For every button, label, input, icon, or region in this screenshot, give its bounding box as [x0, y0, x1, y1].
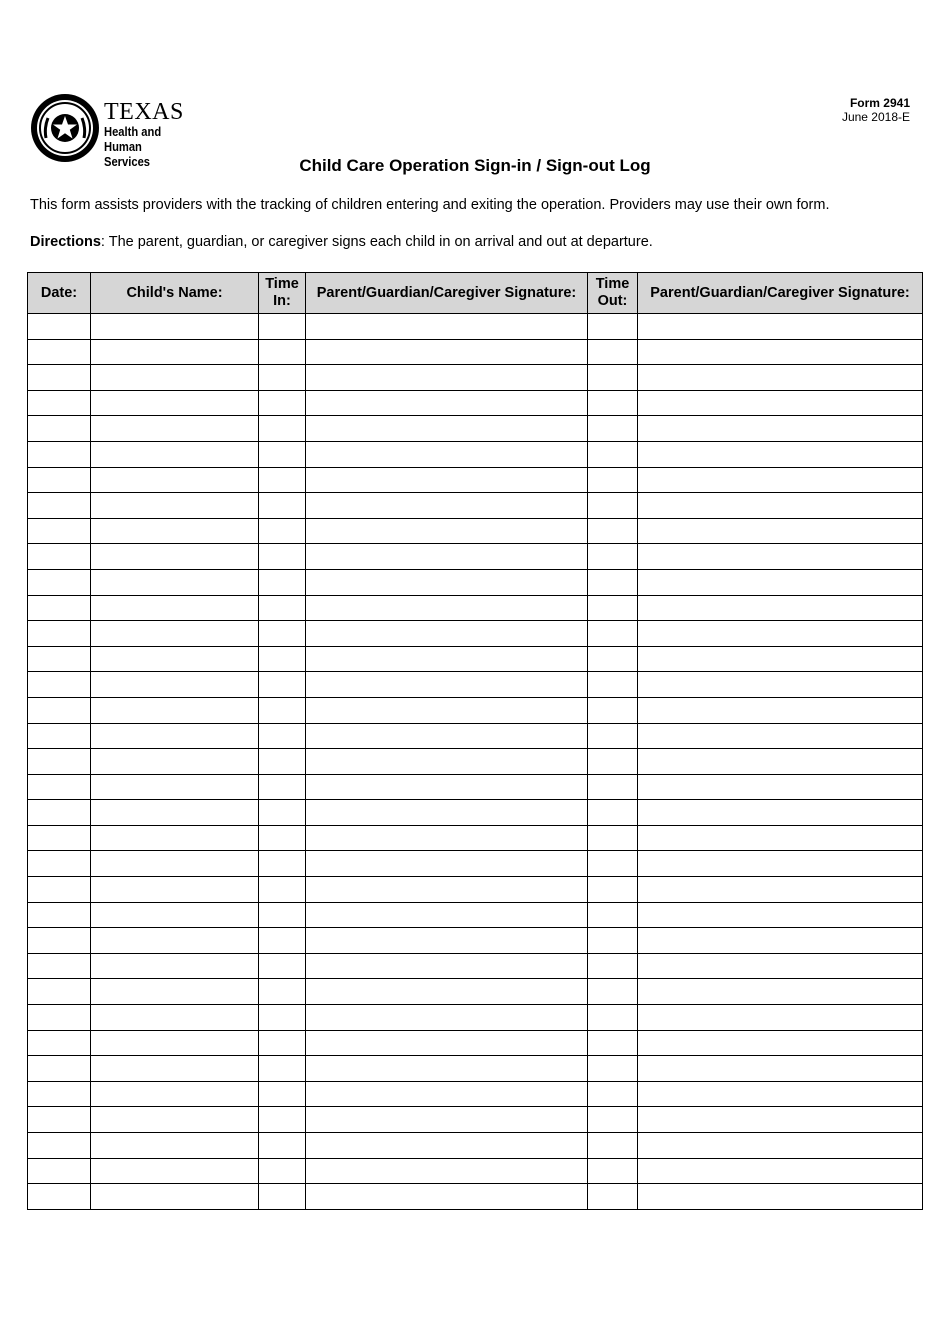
time-out-cell[interactable]: [588, 365, 638, 391]
signature-out-cell[interactable]: [638, 493, 923, 519]
date-cell[interactable]: [28, 877, 91, 903]
time-in-cell[interactable]: [259, 851, 306, 877]
date-cell[interactable]: [28, 314, 91, 340]
time-out-cell[interactable]: [588, 390, 638, 416]
table-row: [28, 569, 923, 595]
table-row: [28, 749, 923, 775]
child-name-cell[interactable]: [91, 697, 259, 723]
signature-in-cell[interactable]: [306, 441, 588, 467]
table-row: [28, 800, 923, 826]
table-row: [28, 851, 923, 877]
date-cell[interactable]: [28, 1030, 91, 1056]
time-out-cell[interactable]: [588, 646, 638, 672]
signature-out-cell[interactable]: [638, 928, 923, 954]
time-in-cell[interactable]: [259, 902, 306, 928]
column-header-signature-in: Parent/Guardian/Caregiver Signature:: [306, 273, 588, 314]
child-name-cell[interactable]: [91, 1005, 259, 1031]
child-name-cell[interactable]: [91, 595, 259, 621]
table-row: [28, 774, 923, 800]
date-cell[interactable]: [28, 825, 91, 851]
table-header-row: [28, 273, 923, 314]
signature-out-cell[interactable]: [638, 672, 923, 698]
time-in-cell[interactable]: [259, 518, 306, 544]
time-in-cell[interactable]: [259, 1030, 306, 1056]
time-out-cell[interactable]: [588, 339, 638, 365]
signature-out-cell[interactable]: [638, 314, 923, 340]
signature-in-cell[interactable]: [306, 979, 588, 1005]
time-out-cell[interactable]: [588, 979, 638, 1005]
child-name-cell[interactable]: [91, 390, 259, 416]
time-in-cell[interactable]: [259, 800, 306, 826]
signature-in-cell[interactable]: [306, 569, 588, 595]
signature-out-cell[interactable]: [638, 390, 923, 416]
table-row: [28, 1030, 923, 1056]
date-cell[interactable]: [28, 595, 91, 621]
time-in-cell[interactable]: [259, 928, 306, 954]
table-row: [28, 518, 923, 544]
child-name-cell[interactable]: [91, 646, 259, 672]
child-name-cell[interactable]: [91, 1158, 259, 1184]
child-name-cell[interactable]: [91, 979, 259, 1005]
time-out-cell[interactable]: [588, 493, 638, 519]
time-out-cell[interactable]: [588, 621, 638, 647]
child-name-cell[interactable]: [91, 774, 259, 800]
table-row: [28, 672, 923, 698]
time-out-cell[interactable]: [588, 467, 638, 493]
child-name-cell[interactable]: [91, 1133, 259, 1159]
table-row: [28, 1184, 923, 1210]
time-out-cell[interactable]: [588, 723, 638, 749]
child-name-cell[interactable]: [91, 518, 259, 544]
signature-out-cell[interactable]: [638, 825, 923, 851]
date-cell[interactable]: [28, 493, 91, 519]
signature-in-cell[interactable]: [306, 646, 588, 672]
date-cell[interactable]: [28, 1056, 91, 1082]
signature-out-cell[interactable]: [638, 646, 923, 672]
time-in-cell[interactable]: [259, 1107, 306, 1133]
signature-in-cell[interactable]: [306, 467, 588, 493]
child-name-cell[interactable]: [91, 621, 259, 647]
signature-in-cell[interactable]: [306, 825, 588, 851]
time-in-cell[interactable]: [259, 595, 306, 621]
signature-out-cell[interactable]: [638, 697, 923, 723]
signature-in-cell[interactable]: [306, 749, 588, 775]
signature-in-cell[interactable]: [306, 723, 588, 749]
time-in-cell[interactable]: [259, 646, 306, 672]
child-name-cell[interactable]: [91, 723, 259, 749]
time-out-cell[interactable]: [588, 314, 638, 340]
time-out-cell[interactable]: [588, 1158, 638, 1184]
signature-in-cell[interactable]: [306, 544, 588, 570]
date-cell[interactable]: [28, 1081, 91, 1107]
date-cell[interactable]: [28, 928, 91, 954]
time-in-cell[interactable]: [259, 365, 306, 391]
time-out-cell[interactable]: [588, 928, 638, 954]
child-name-cell[interactable]: [91, 672, 259, 698]
time-out-cell[interactable]: [588, 441, 638, 467]
table-row: [28, 365, 923, 391]
directions-text: : The parent, guardian, or caregiver signs each child in on arrival and out at departure.: [100, 234, 653, 250]
date-cell[interactable]: [28, 416, 91, 442]
child-name-cell[interactable]: [91, 851, 259, 877]
signature-out-cell[interactable]: [638, 1081, 923, 1107]
time-in-cell[interactable]: [259, 314, 306, 340]
time-in-cell[interactable]: [259, 493, 306, 519]
time-out-cell[interactable]: [588, 1184, 638, 1210]
time-out-cell[interactable]: [588, 595, 638, 621]
table-row: [28, 441, 923, 467]
signature-in-cell[interactable]: [306, 1056, 588, 1082]
date-cell[interactable]: [28, 697, 91, 723]
table-row: [28, 1158, 923, 1184]
signature-in-cell[interactable]: [306, 877, 588, 903]
date-cell[interactable]: [28, 441, 91, 467]
column-header-child-name: Child's Name:: [91, 273, 259, 314]
signature-out-cell[interactable]: [638, 1184, 923, 1210]
time-out-cell[interactable]: [588, 774, 638, 800]
table-row: [28, 723, 923, 749]
time-out-cell[interactable]: [588, 1107, 638, 1133]
signature-out-cell[interactable]: [638, 569, 923, 595]
time-in-cell[interactable]: [259, 979, 306, 1005]
time-in-cell[interactable]: [259, 723, 306, 749]
signature-out-cell[interactable]: [638, 774, 923, 800]
child-name-cell[interactable]: [91, 441, 259, 467]
time-out-cell[interactable]: [588, 697, 638, 723]
child-name-cell[interactable]: [91, 569, 259, 595]
logo-subtitle-line1: Health and Human: [104, 124, 162, 154]
signature-out-cell[interactable]: [638, 800, 923, 826]
time-in-cell[interactable]: [259, 1056, 306, 1082]
date-cell[interactable]: [28, 646, 91, 672]
time-out-cell[interactable]: [588, 569, 638, 595]
child-name-cell[interactable]: [91, 1184, 259, 1210]
signature-in-cell[interactable]: [306, 595, 588, 621]
time-out-cell[interactable]: [588, 851, 638, 877]
child-name-cell[interactable]: [91, 1081, 259, 1107]
date-cell[interactable]: [28, 1158, 91, 1184]
column-header-time-in: Time In:: [259, 273, 306, 314]
signature-out-cell[interactable]: [638, 1107, 923, 1133]
table-row: [28, 544, 923, 570]
table-row: [28, 595, 923, 621]
time-out-cell[interactable]: [588, 1081, 638, 1107]
signature-out-cell[interactable]: [638, 365, 923, 391]
signature-in-cell[interactable]: [306, 953, 588, 979]
signature-in-cell[interactable]: [306, 1005, 588, 1031]
time-in-cell[interactable]: [259, 877, 306, 903]
column-header-time-out: Time Out:: [588, 273, 638, 314]
time-in-cell[interactable]: [259, 621, 306, 647]
date-cell[interactable]: [28, 569, 91, 595]
signature-in-cell[interactable]: [306, 1158, 588, 1184]
table-row: [28, 877, 923, 903]
date-cell[interactable]: [28, 518, 91, 544]
signature-in-cell[interactable]: [306, 928, 588, 954]
time-in-cell[interactable]: [259, 774, 306, 800]
time-in-cell[interactable]: [259, 1158, 306, 1184]
signature-in-cell[interactable]: [306, 493, 588, 519]
date-cell[interactable]: [28, 544, 91, 570]
signature-out-cell[interactable]: [638, 979, 923, 1005]
signature-out-cell[interactable]: [638, 877, 923, 903]
time-in-cell[interactable]: [259, 390, 306, 416]
time-out-cell[interactable]: [588, 902, 638, 928]
signature-out-cell[interactable]: [638, 621, 923, 647]
column-header-date: Date:: [28, 273, 91, 314]
table-body: [28, 314, 923, 1210]
date-cell[interactable]: [28, 1184, 91, 1210]
signature-out-cell[interactable]: [638, 749, 923, 775]
table-row: [28, 416, 923, 442]
texas-seal-icon: [30, 92, 100, 164]
time-out-cell[interactable]: [588, 749, 638, 775]
time-out-cell[interactable]: [588, 1056, 638, 1082]
table-row: [28, 493, 923, 519]
table-row: [28, 621, 923, 647]
signature-out-cell[interactable]: [638, 953, 923, 979]
table-row: [28, 390, 923, 416]
directions: [30, 234, 653, 250]
table-row: [28, 697, 923, 723]
signature-out-cell[interactable]: [638, 1030, 923, 1056]
child-name-cell[interactable]: [91, 953, 259, 979]
child-name-cell[interactable]: [91, 749, 259, 775]
time-out-cell[interactable]: [588, 416, 638, 442]
signature-out-cell[interactable]: [638, 723, 923, 749]
child-name-cell[interactable]: [91, 416, 259, 442]
signature-in-cell[interactable]: [306, 416, 588, 442]
table-row: [28, 1133, 923, 1159]
date-cell[interactable]: [28, 851, 91, 877]
column-header-signature-out: Parent/Guardian/Caregiver Signature:: [638, 273, 923, 314]
signature-in-cell[interactable]: [306, 621, 588, 647]
signature-out-cell[interactable]: [638, 544, 923, 570]
time-out-cell[interactable]: [588, 877, 638, 903]
time-out-cell[interactable]: [588, 800, 638, 826]
date-cell[interactable]: [28, 621, 91, 647]
signature-out-cell[interactable]: [638, 1133, 923, 1159]
time-out-cell[interactable]: [588, 825, 638, 851]
date-cell[interactable]: [28, 749, 91, 775]
signature-in-cell[interactable]: [306, 774, 588, 800]
time-out-cell[interactable]: [588, 544, 638, 570]
time-in-cell[interactable]: [259, 467, 306, 493]
form-date: June 2018-E: [841, 110, 910, 124]
child-name-cell[interactable]: [91, 365, 259, 391]
child-name-cell[interactable]: [91, 314, 259, 340]
date-cell[interactable]: [28, 774, 91, 800]
table-row: [28, 314, 923, 340]
signature-out-cell[interactable]: [638, 339, 923, 365]
signature-in-cell[interactable]: [306, 339, 588, 365]
date-cell[interactable]: [28, 339, 91, 365]
hhs-logo: [30, 92, 210, 169]
table-row: [28, 953, 923, 979]
time-in-cell[interactable]: [259, 569, 306, 595]
time-in-cell[interactable]: [259, 953, 306, 979]
signature-in-cell[interactable]: [306, 1133, 588, 1159]
time-in-cell[interactable]: [259, 1005, 306, 1031]
table-row: [28, 1005, 923, 1031]
child-name-cell[interactable]: [91, 544, 259, 570]
table-row: [28, 902, 923, 928]
table-row: [28, 339, 923, 365]
form-number: Form 2941: [849, 96, 910, 110]
time-in-cell[interactable]: [259, 825, 306, 851]
logo-title: TEXAS: [104, 99, 184, 125]
child-name-cell[interactable]: [91, 1056, 259, 1082]
time-out-cell[interactable]: [588, 953, 638, 979]
table-row: [28, 467, 923, 493]
signature-out-cell[interactable]: [638, 1056, 923, 1082]
time-out-cell[interactable]: [588, 1005, 638, 1031]
signature-in-cell[interactable]: [306, 800, 588, 826]
time-in-cell[interactable]: [259, 749, 306, 775]
child-name-cell[interactable]: [91, 339, 259, 365]
signature-out-cell[interactable]: [638, 441, 923, 467]
signature-in-cell[interactable]: [306, 851, 588, 877]
signature-out-cell[interactable]: [638, 416, 923, 442]
signature-out-cell[interactable]: [638, 595, 923, 621]
sign-in-log-table: [27, 272, 923, 1210]
table-row: [28, 646, 923, 672]
child-name-cell[interactable]: [91, 928, 259, 954]
table-row: [28, 825, 923, 851]
table-row: [28, 979, 923, 1005]
signature-in-cell[interactable]: [306, 1184, 588, 1210]
date-cell[interactable]: [28, 1133, 91, 1159]
table-row: [28, 1056, 923, 1082]
child-name-cell[interactable]: [91, 1030, 259, 1056]
time-in-cell[interactable]: [259, 441, 306, 467]
child-name-cell[interactable]: [91, 1107, 259, 1133]
directions-label: Directions: [30, 234, 101, 250]
time-out-cell[interactable]: [588, 1133, 638, 1159]
date-cell[interactable]: [28, 365, 91, 391]
signature-out-cell[interactable]: [638, 1005, 923, 1031]
signature-in-cell[interactable]: [306, 1107, 588, 1133]
signature-in-cell[interactable]: [306, 518, 588, 544]
signature-in-cell[interactable]: [306, 1081, 588, 1107]
child-name-cell[interactable]: [91, 493, 259, 519]
signature-out-cell[interactable]: [638, 518, 923, 544]
signature-in-cell[interactable]: [306, 1030, 588, 1056]
time-in-cell[interactable]: [259, 672, 306, 698]
signature-in-cell[interactable]: [306, 365, 588, 391]
child-name-cell[interactable]: [91, 877, 259, 903]
child-name-cell[interactable]: [91, 902, 259, 928]
time-out-cell[interactable]: [588, 1030, 638, 1056]
page-title: Child Care Operation Sign-in / Sign-out Log: [299, 156, 651, 175]
signature-out-cell[interactable]: [638, 902, 923, 928]
time-in-cell[interactable]: [259, 416, 306, 442]
table-row: [28, 928, 923, 954]
time-in-cell[interactable]: [259, 544, 306, 570]
date-cell[interactable]: [28, 953, 91, 979]
date-cell[interactable]: [28, 672, 91, 698]
signature-out-cell[interactable]: [638, 467, 923, 493]
date-cell[interactable]: [28, 1107, 91, 1133]
time-out-cell[interactable]: [588, 672, 638, 698]
table-row: [28, 1081, 923, 1107]
date-cell[interactable]: [28, 390, 91, 416]
date-cell[interactable]: [28, 800, 91, 826]
table-row: [28, 1107, 923, 1133]
child-name-cell[interactable]: [91, 467, 259, 493]
date-cell[interactable]: [28, 979, 91, 1005]
signature-in-cell[interactable]: [306, 390, 588, 416]
form-identifier: [842, 96, 910, 124]
signature-out-cell[interactable]: [638, 1158, 923, 1184]
child-name-cell[interactable]: [91, 800, 259, 826]
child-name-cell[interactable]: [91, 825, 259, 851]
date-cell[interactable]: [28, 723, 91, 749]
signature-in-cell[interactable]: [306, 314, 588, 340]
time-in-cell[interactable]: [259, 339, 306, 365]
time-in-cell[interactable]: [259, 1133, 306, 1159]
intro-text: This form assists providers with the tracking of children entering and exiting the operation. Providers may use their own form.: [30, 197, 830, 213]
date-cell[interactable]: [28, 467, 91, 493]
time-in-cell[interactable]: [259, 1184, 306, 1210]
logo-subtitle-line2: Services: [104, 154, 151, 169]
signature-out-cell[interactable]: [638, 851, 923, 877]
signature-in-cell[interactable]: [306, 697, 588, 723]
time-out-cell[interactable]: [588, 518, 638, 544]
signature-in-cell[interactable]: [306, 672, 588, 698]
date-cell[interactable]: [28, 1005, 91, 1031]
signature-in-cell[interactable]: [306, 902, 588, 928]
time-in-cell[interactable]: [259, 1081, 306, 1107]
date-cell[interactable]: [28, 902, 91, 928]
time-in-cell[interactable]: [259, 697, 306, 723]
